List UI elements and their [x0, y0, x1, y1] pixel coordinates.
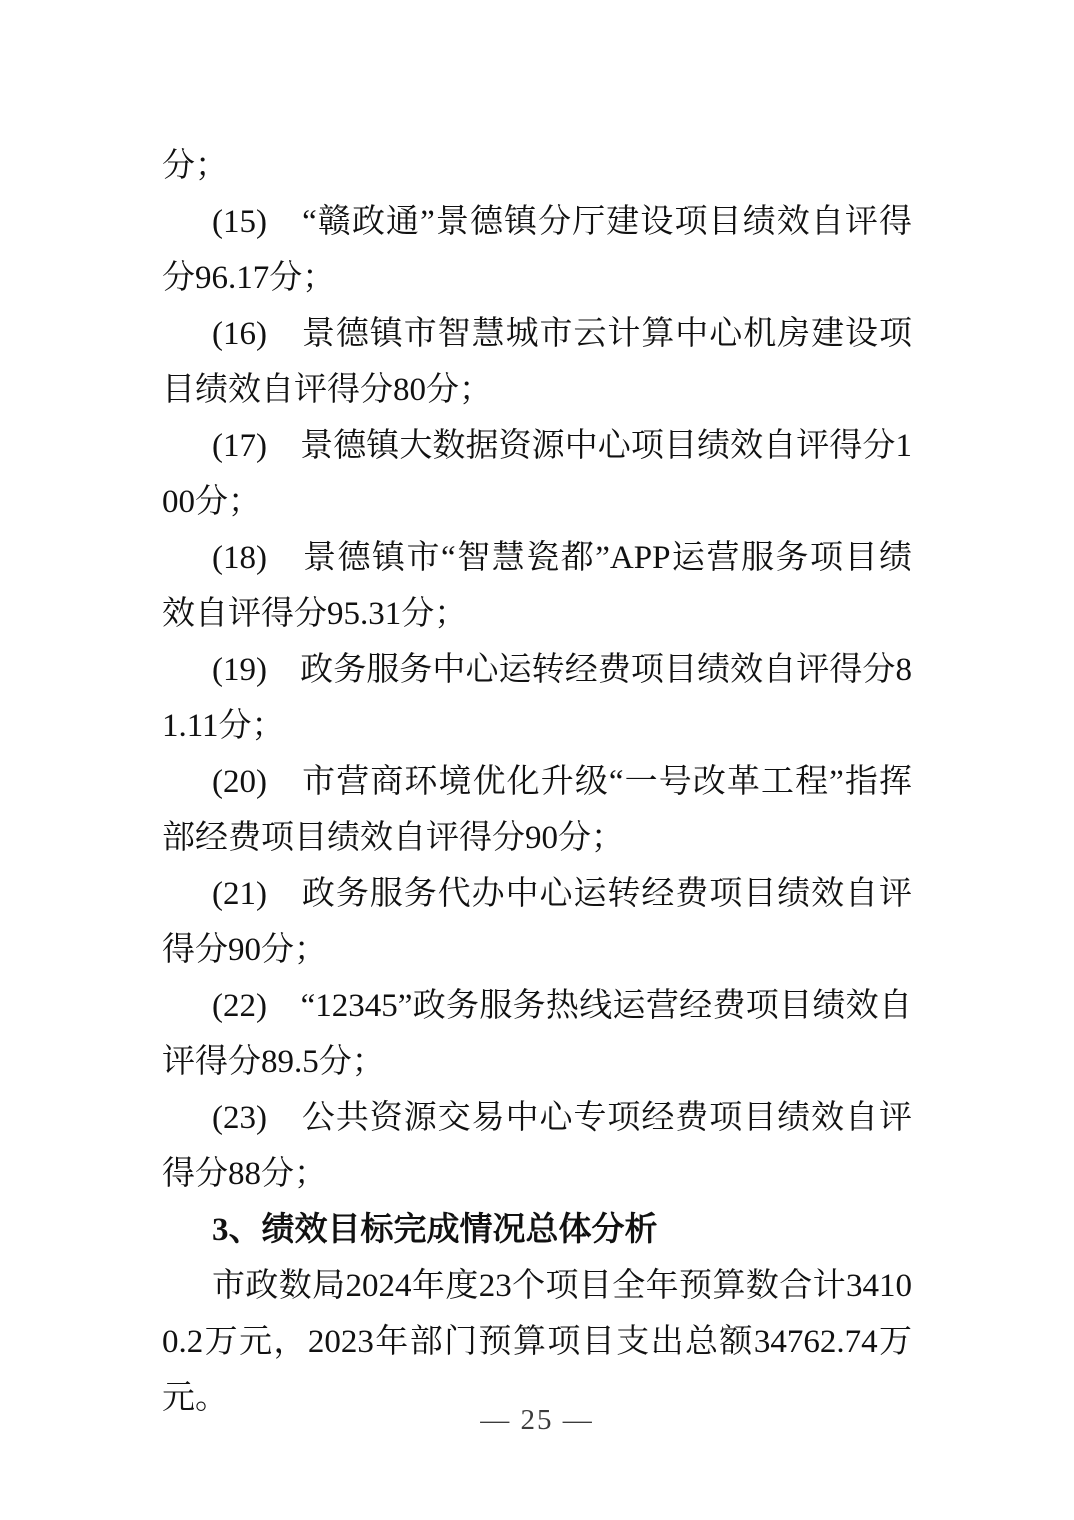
summary-paragraph: 市政数局2024年度23个项目全年预算数合计34100.2万元，2023年部门预算项目支出总额34762.74万元。 [162, 1268, 912, 1416]
page-number: — 25 — [480, 1404, 594, 1436]
paragraph-continuation: 分； [162, 148, 228, 184]
list-item-23: (23) 公共资源交易中心专项经费项目绩效自评得分88分； [162, 1100, 912, 1192]
list-item-17: (17) 景德镇大数据资源中心项目绩效自评得分100分； [162, 428, 912, 520]
list-item-15: (15) “赣政通”景德镇分厅建设项目绩效自评得分96.17分； [162, 204, 912, 296]
document-body [162, 138, 912, 1426]
list-item-21: (21) 政务服务代办中心运转经费项目绩效自评得分90分； [162, 876, 912, 968]
list-item-16: (16) 景德镇市智慧城市云计算中心机房建设项目绩效自评得分80分； [162, 316, 912, 408]
list-item-22: (22) “12345”政务服务热线运营经费项目绩效自评得分89.5分； [162, 988, 912, 1080]
list-item-19: (19) 政务服务中心运转经费项目绩效自评得分81.11分； [162, 652, 912, 744]
list-item-18: (18) 景德镇市“智慧瓷都”APP运营服务项目绩效自评得分95.31分； [162, 540, 912, 632]
list-item-20: (20) 市营商环境优化升级“一号改革工程”指挥部经费项目绩效自评得分90分； [162, 764, 912, 856]
section-heading: 3、绩效目标完成情况总体分析 [212, 1212, 658, 1248]
